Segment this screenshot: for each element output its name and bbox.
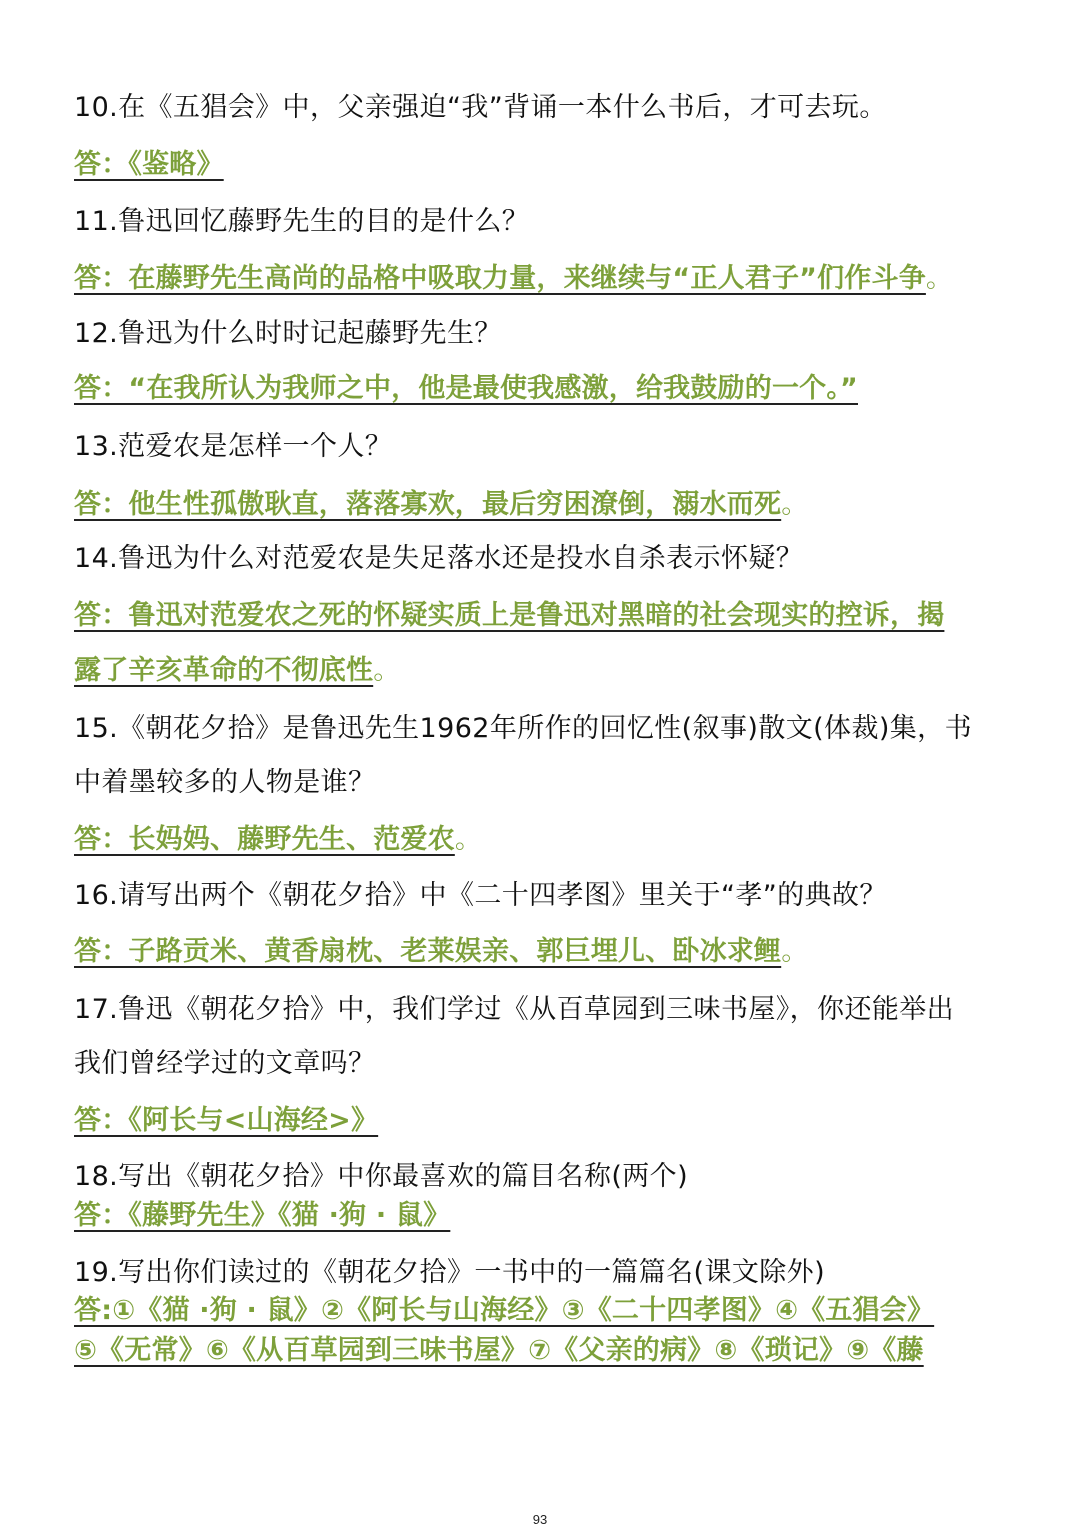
page-number: 93	[532, 1512, 548, 1527]
question-18: 18.写出《朝花夕拾》中你最喜欢的篇目名称(两个)	[74, 1161, 689, 1192]
answer-12: 答：“在我所认为我师之中，他是最使我感激，给我鼓励的一个。”	[74, 373, 858, 404]
question-15-line-1: 15.《朝花夕拾》是鲁迅先生1962年所作的回忆性(叙事)散文(体裁)集，书	[74, 713, 972, 744]
answer-14-line-2: 露了辛亥革命的不彻底性。	[74, 655, 401, 686]
question-19: 19.写出你们读过的《朝花夕拾》一书中的一篇篇名(课文除外)	[74, 1257, 826, 1288]
question-14: 14.鲁迅为什么对范爱农是失足落水还是投水自杀表示怀疑？	[74, 543, 804, 574]
answer-13: 答：他生性孤傲耿直，落落寡欢，最后穷困潦倒，溺水而死。	[74, 489, 809, 520]
question-11: 11.鲁迅回忆藤野先生的目的是什么？	[74, 206, 530, 237]
question-12: 12.鲁迅为什么时时记起藤野先生？	[74, 318, 502, 349]
answer-15: 答：长妈妈、藤野先生、范爱农。	[74, 824, 483, 855]
question-10: 10.在《五猖会》中，父亲强迫“我”背诵一本什么书后，才可去玩。	[74, 92, 887, 123]
question-15-line-2: 中着墨较多的人物是谁？	[74, 767, 376, 798]
answer-11: 答：在藤野先生高尚的品格中吸取力量，来继续与“正人君子”们作斗争。	[74, 263, 954, 294]
answer-16: 答：子路贡米、黄香扇枕、老莱娱亲、郭巨埋儿、卧冰求鲤。	[74, 936, 809, 967]
question-16: 16.请写出两个《朝花夕拾》中《二十四孝图》里关于“孝”的典故？	[74, 880, 887, 911]
answer-19-line-2: ⑤《无常》⑥《从百草园到三味书屋》⑦《父亲的病》⑧《琐记》⑨《藤	[74, 1335, 924, 1366]
question-17-line-1: 17.鲁迅《朝花夕拾》中，我们学过《从百草园到三味书屋》，你还能举出	[74, 994, 955, 1025]
answer-19-line-1: 答:①《猫 ·狗 · 鼠》②《阿长与山海经》③《二十四孝图》④《五猖会》	[74, 1295, 935, 1326]
question-13: 13.范爱农是怎样一个人？	[74, 431, 393, 462]
answer-10: 答：《鉴略》	[74, 149, 224, 180]
answer-17: 答：《阿长与<山海经>》	[74, 1105, 379, 1136]
answer-18: 答：《藤野先生》《猫 ·狗 · 鼠》	[74, 1200, 451, 1231]
answer-14-line-1: 答：鲁迅对范爱农之死的怀疑实质上是鲁迅对黑暗的社会现实的控诉，揭	[74, 600, 945, 631]
question-17-line-2: 我们曾经学过的文章吗？	[74, 1048, 376, 1079]
